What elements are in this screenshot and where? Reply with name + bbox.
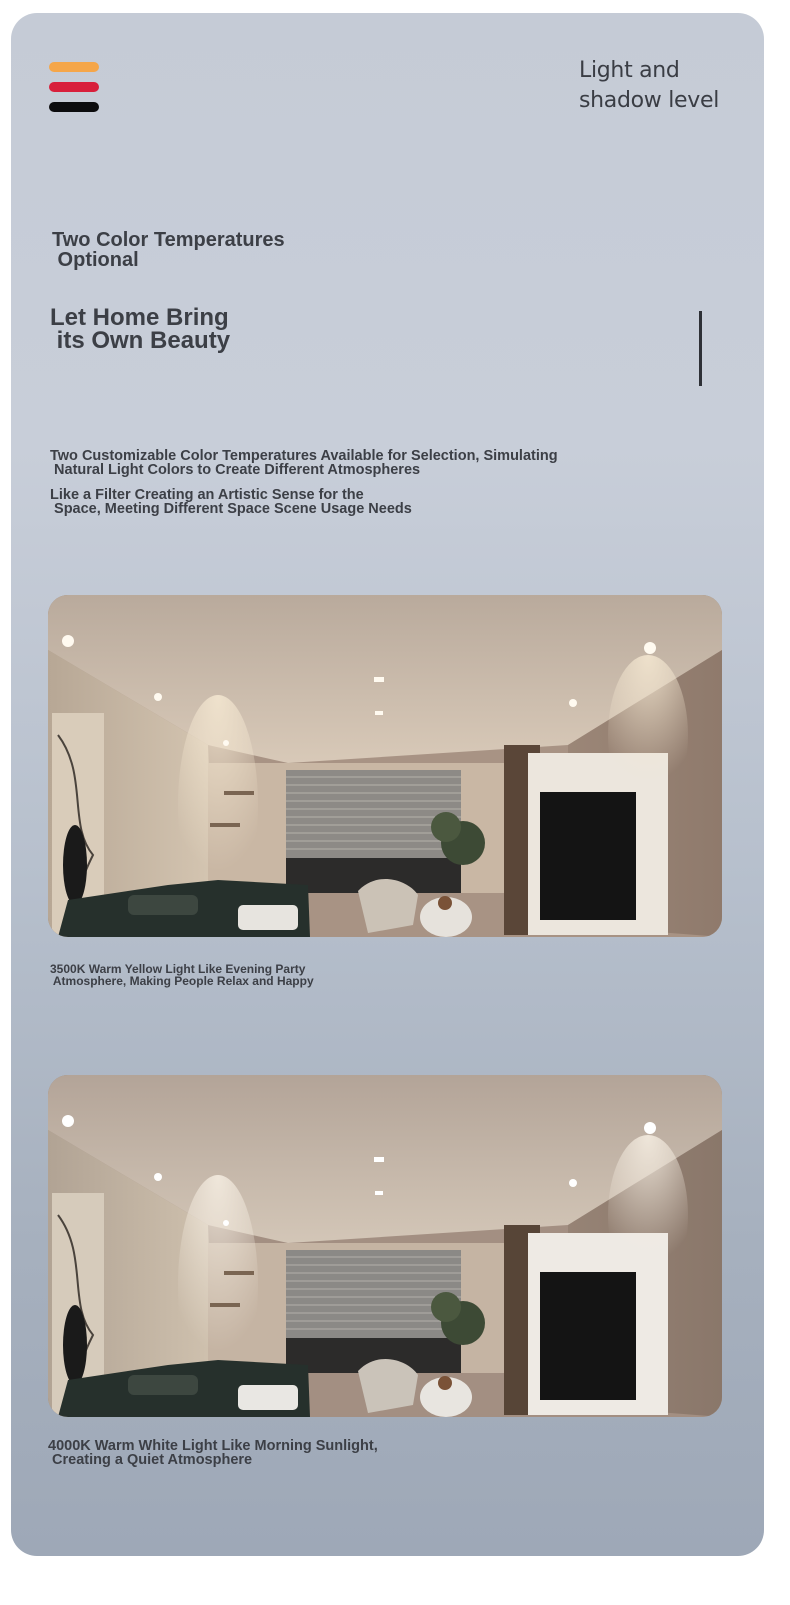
divider-vertical	[699, 311, 702, 386]
badge-title: Light and shadow level	[579, 58, 720, 113]
orange-stripe	[49, 62, 99, 72]
description-paragraph-1: Two Customizable Color Temperatures Available for Selection, Simulating Natural Light Colors to Create Different Atmospheres	[50, 448, 558, 478]
room-photo-warm-yellow	[48, 595, 722, 937]
section-subheading: Two Color Temperatures Optional	[52, 229, 285, 271]
content-card	[11, 13, 764, 1556]
photo-caption-warm-yellow: 3500K Warm Yellow Light Like Evening Party Atmosphere, Making People Relax and Happy	[50, 962, 314, 988]
black-stripe	[49, 102, 99, 112]
description-paragraph-2: Like a Filter Creating an Artistic Sense for the Space, Meeting Different Space Scene Usage Needs	[50, 487, 412, 517]
room-photo-warm-white	[48, 1075, 722, 1417]
red-stripe	[49, 82, 99, 92]
photo-caption-warm-white: 4000K Warm White Light Like Morning Sunlight, Creating a Quiet Atmosphere	[48, 1438, 378, 1468]
section-heading: Let Home Bring its Own Beauty	[50, 304, 231, 354]
